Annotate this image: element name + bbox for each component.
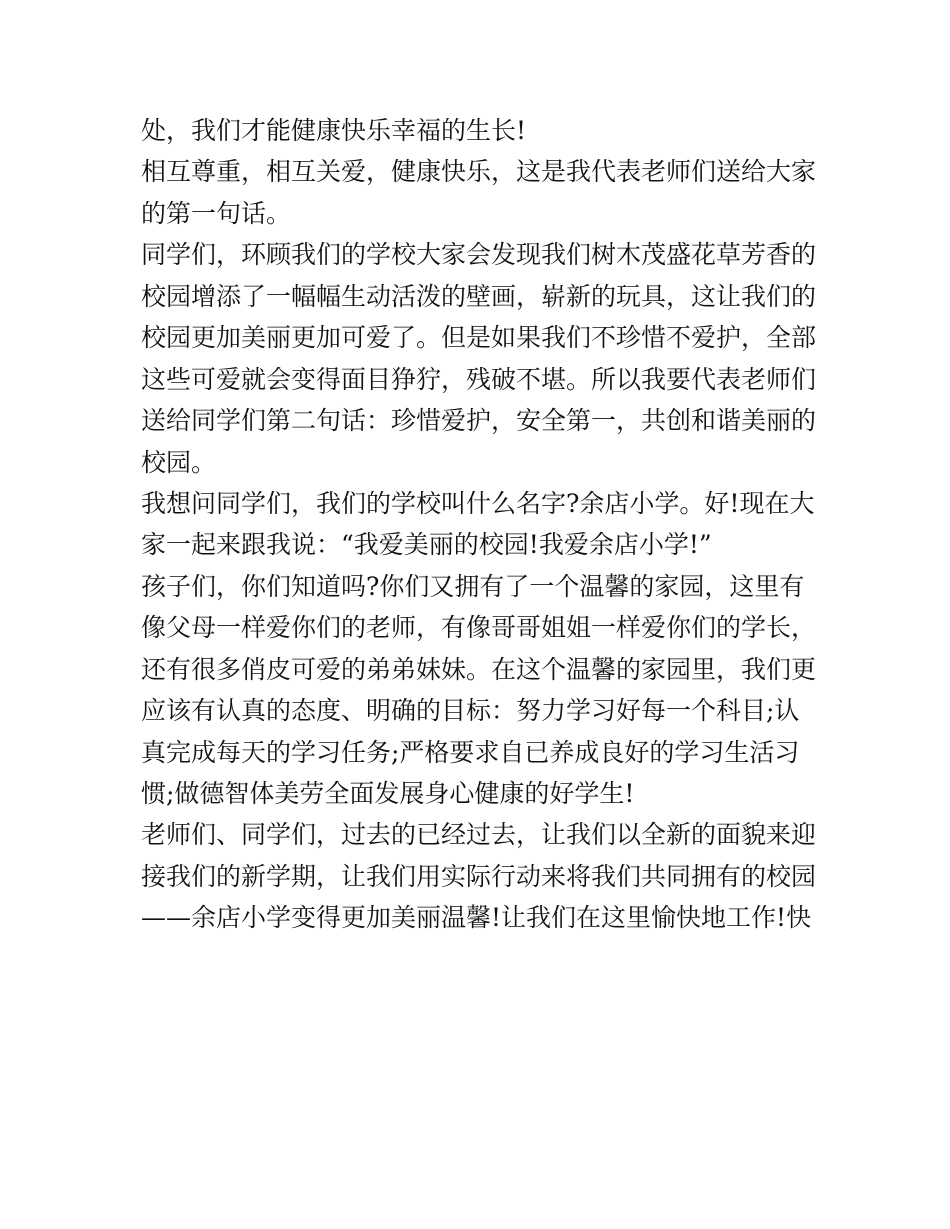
text-line: 老师们、同学们，过去的已经过去，让我们以全新的面貌来迎 [141,820,817,850]
text-line: 相互尊重，相互关爱，健康快乐，这是我代表老师们送给大家 [141,157,817,187]
text-line: 家一起来跟我说：“我爱美丽的校园!我爱余店小学!” [141,530,712,560]
text-line: ——余店小学变得更加美丽温馨!让我们在这里愉快地工作!快 [141,903,812,933]
text-line: 校园增添了一幅幅生动活泼的壁画，崭新的玩具，这让我们的 [141,281,817,311]
document-body [141,110,831,939]
text-line: 应该有认真的态度、明确的目标：努力学习好每一个科目;认 [141,696,800,726]
text-line: 真完成每天的学习任务;严格要求自已养成良好的学习生活习 [141,737,800,767]
text-line: 还有很多俏皮可爱的弟弟妹妹。在这个温馨的家园里，我们更 [141,654,817,684]
text-line: 的第一句话。 [141,198,292,228]
text-line: 接我们的新学期，让我们用实际行动来将我们共同拥有的校园 [141,861,817,891]
text-line: 同学们，环顾我们的学校大家会发现我们树木茂盛花草芳香的 [141,240,817,270]
text-line: 校园。 [141,447,217,477]
text-line: 惯;做德智体美劳全面发展身心健康的好学生! [141,779,635,808]
text-line: 我想问同学们，我们的学校叫什么名字?余店小学。好!现在大 [141,488,815,518]
text-line: 这些可爱就会变得面目狰狞，残破不堪。所以我要代表老师们 [141,364,817,394]
text-line: 孩子们，你们知道吗?你们又拥有了一个温馨的家园，这里有 [141,571,805,601]
text-line: 送给同学们第二句话：珍惜爱护，安全第一，共创和谐美丽的 [141,406,817,436]
text-line: 处，我们才能健康快乐幸福的生长! [141,116,527,145]
text-line: 像父母一样爱你们的老师，有像哥哥姐姐一样爱你们的学长， [141,613,817,643]
text-line: 校园更加美丽更加可爱了。但是如果我们不珍惜不爱护，全部 [141,323,817,353]
